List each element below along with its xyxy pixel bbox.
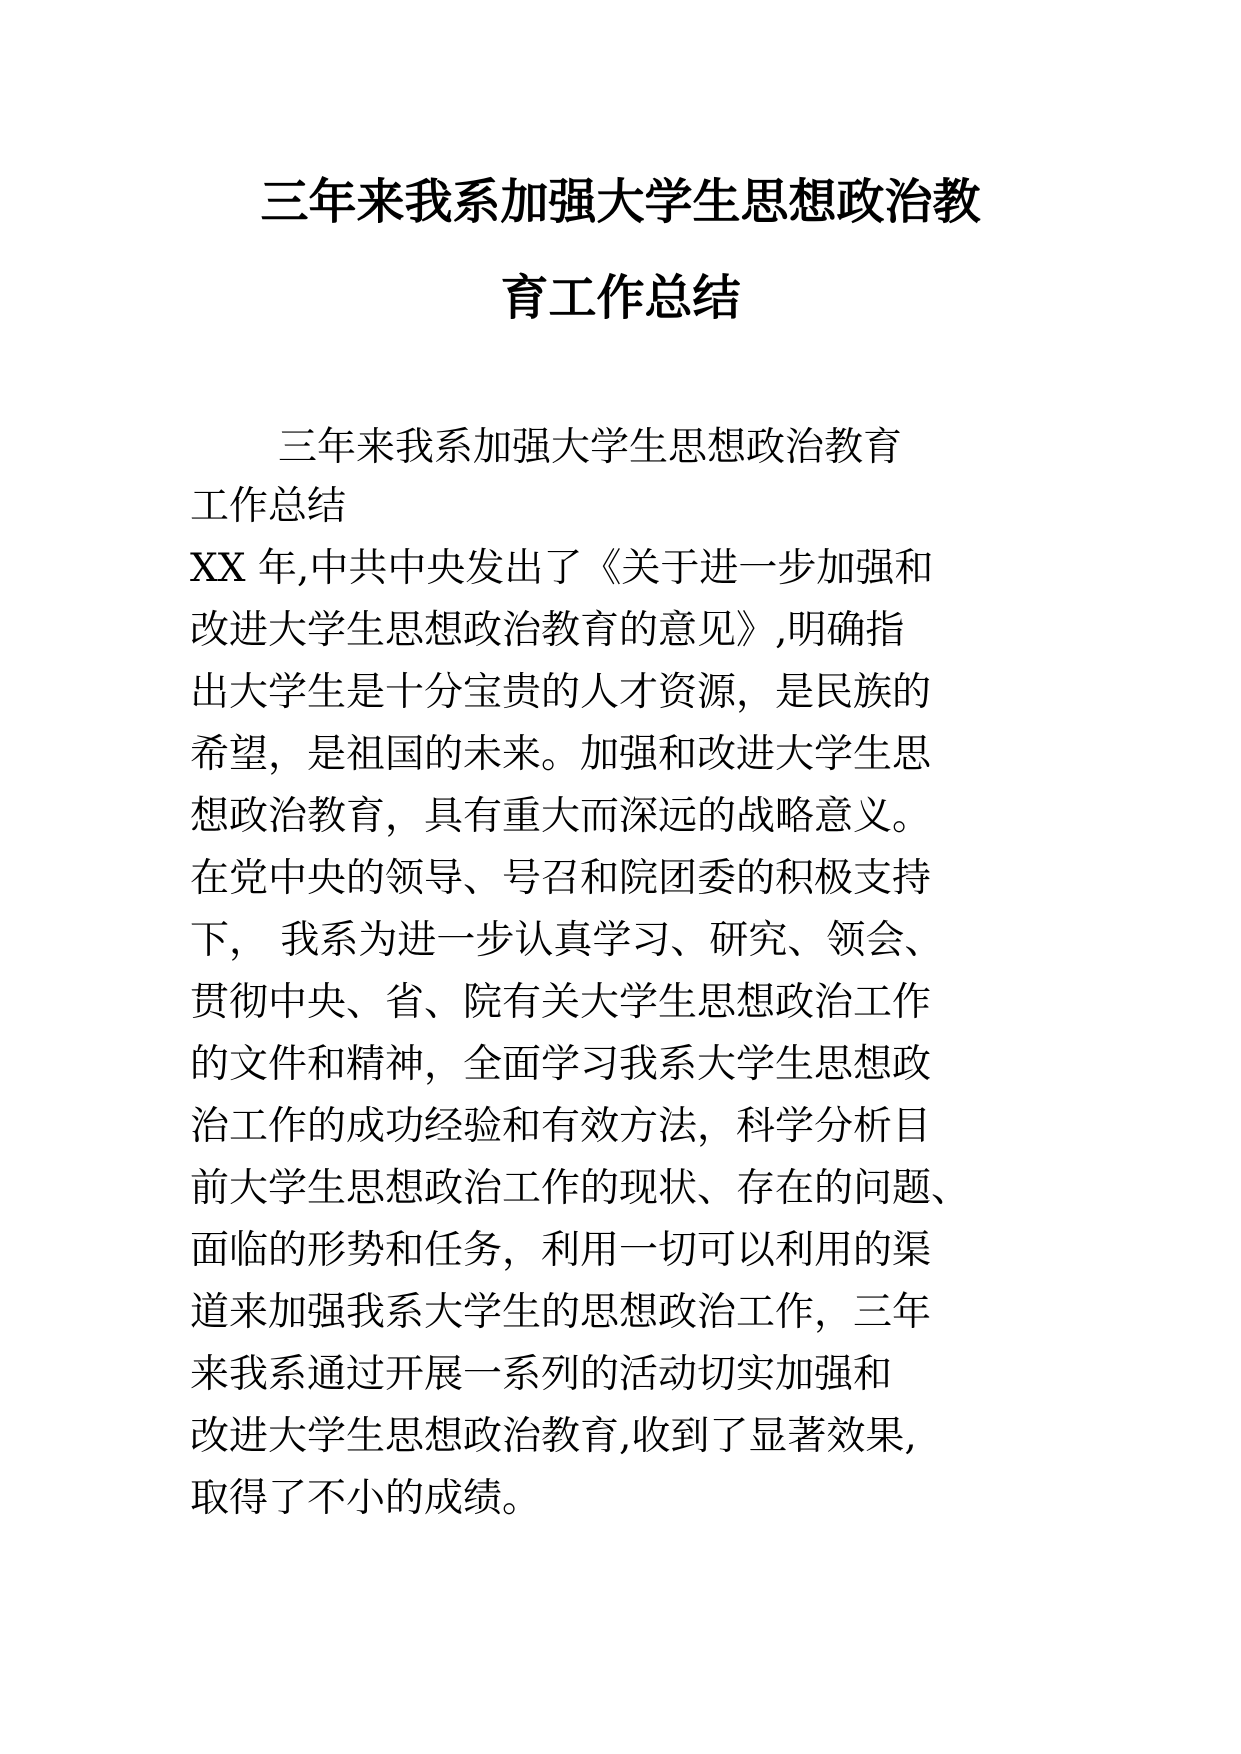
paragraph-line: 改进大学生思想政治教育,收到了显著效果,: [190, 1414, 917, 1459]
paragraph-line: 取得了不小的成绩。: [190, 1476, 542, 1521]
document-title-line-1: 三年来我系加强大学生思想政治教: [260, 174, 981, 230]
paragraph-line: 的文件和精神，全面学习我系大学生思想政: [190, 1042, 932, 1087]
paragraph-line: 在党中央的领导、号召和院团委的积极支持: [190, 856, 932, 901]
paragraph-line: 想政治教育，具有重大而深远的战略意义。: [190, 794, 932, 839]
body-heading-line-2: 工作总结: [190, 484, 347, 529]
paragraph-line: 希望，是祖国的未来。加强和改进大学生思: [190, 732, 932, 777]
paragraph-line: 贯彻中央、省、院有关大学生思想政治工作: [190, 980, 932, 1025]
document-title-line-2: 育工作总结: [500, 270, 741, 326]
paragraph-line: 下， 我系为进一步认真学习、研究、领会、: [190, 918, 944, 963]
paragraph-line: 治工作的成功经验和有效方法，科学分析目: [190, 1104, 932, 1149]
paragraph-line: 面临的形势和任务，利用一切可以利用的渠: [190, 1228, 932, 1273]
paragraph-line: 道来加强我系大学生的思想政治工作，三年: [190, 1290, 932, 1335]
body-heading-line-1: 三年来我系加强大学生思想政治教育: [278, 425, 903, 470]
paragraph-line: XX 年,中共中央发出了《关于进一步加强和: [190, 546, 934, 591]
paragraph-line: 前大学生思想政治工作的现状、存在的问题、: [190, 1166, 971, 1211]
paragraph-line: 来我系通过开展一系列的活动切实加强和: [190, 1352, 893, 1397]
paragraph-line: 改进大学生思想政治教育的意见》,明确指: [190, 608, 905, 653]
paragraph-line: 出大学生是十分宝贵的人才资源，是民族的: [190, 670, 932, 715]
